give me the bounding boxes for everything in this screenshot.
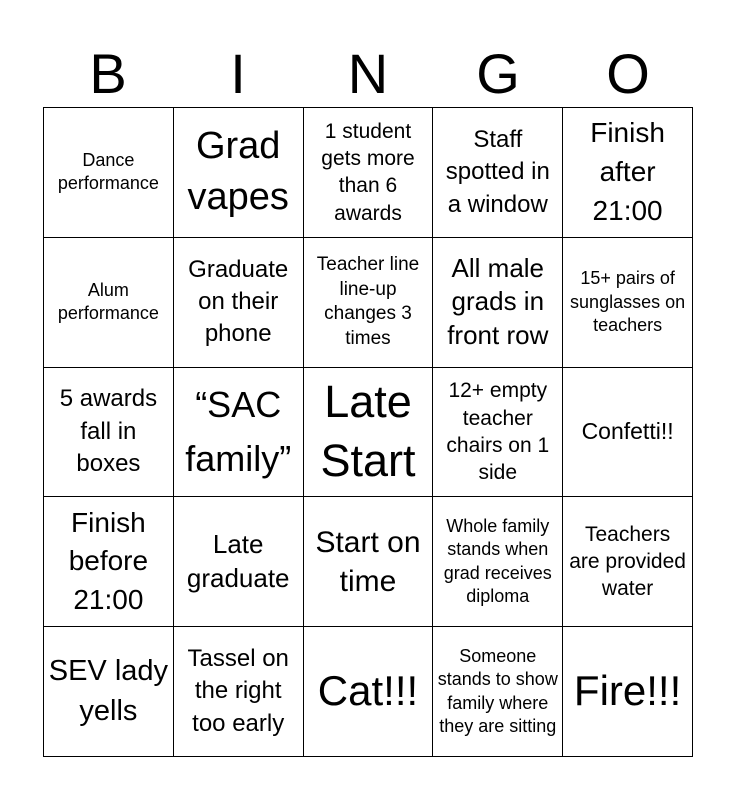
bingo-cell[interactable]: [304, 238, 434, 368]
bingo-cell[interactable]: [563, 238, 693, 368]
cell-text: SEV lady yells: [48, 655, 169, 727]
cell-text: Grad vapes: [187, 125, 289, 219]
cell-text: Someone stands to show family where they are sitting: [437, 645, 558, 736]
bingo-cell[interactable]: [563, 497, 693, 627]
bingo-cell[interactable]: [563, 108, 693, 238]
bingo-header: [43, 42, 693, 106]
bingo-cell[interactable]: [44, 238, 174, 368]
cell-text: 15+ pairs of sunglasses on teachers: [570, 268, 686, 335]
cell-text: Confetti!!: [581, 418, 674, 445]
bingo-cell[interactable]: [304, 108, 434, 238]
bingo-cell[interactable]: [304, 627, 434, 757]
bingo-cell[interactable]: [433, 627, 563, 757]
header-letter-g: G: [476, 42, 520, 105]
bingo-cell[interactable]: [433, 368, 563, 498]
bingo-cell[interactable]: [304, 368, 434, 498]
cell-text: Staff spotted in a window: [445, 125, 550, 218]
bingo-cell[interactable]: [304, 497, 434, 627]
cell-text: Finish before 21:00: [68, 506, 149, 616]
cell-text: Tassel on the right too early: [187, 645, 289, 737]
bingo-cell[interactable]: [174, 368, 304, 498]
cell-text: All male grads in front row: [447, 252, 549, 351]
cell-text: Cat!!!: [317, 667, 419, 715]
cell-text: 1 student gets more than 6 awards: [321, 119, 415, 225]
cell-text: 12+ empty teacher chairs on 1 side: [446, 379, 550, 485]
bingo-cell[interactable]: [563, 368, 693, 498]
bingo-cell[interactable]: [433, 497, 563, 627]
cell-text: Late graduate: [186, 528, 290, 593]
cell-text: Graduate on their phone: [188, 255, 289, 348]
bingo-cell[interactable]: [174, 108, 304, 238]
bingo-cell[interactable]: [44, 108, 174, 238]
bingo-cell[interactable]: [433, 238, 563, 368]
bingo-cell[interactable]: [174, 497, 304, 627]
cell-text: Start on time: [315, 525, 421, 598]
header-letter-i: I: [230, 42, 246, 105]
cell-text: Dance performance: [57, 150, 159, 194]
bingo-cell[interactable]: [44, 627, 174, 757]
cell-text: Fire!!!: [573, 667, 682, 715]
cell-text: Whole family stands when grad receives diploma: [443, 516, 552, 607]
bingo-grid: [43, 107, 693, 757]
cell-text: Alum performance: [57, 279, 159, 324]
cell-text: Teacher line line-up changes 3 times: [316, 253, 420, 349]
header-letter-n: N: [347, 42, 389, 105]
cell-text: 5 awards fall in boxes: [59, 385, 158, 478]
cell-text: Finish after 21:00: [590, 117, 665, 226]
bingo-cell[interactable]: [563, 627, 693, 757]
bingo-cell[interactable]: [44, 497, 174, 627]
cell-text: “SAC family”: [185, 383, 292, 479]
header-letter-b: B: [89, 42, 127, 105]
cell-text: Late Start: [320, 376, 416, 486]
cell-text: Teachers are provided water: [569, 522, 686, 601]
bingo-cell[interactable]: [174, 238, 304, 368]
bingo-cell[interactable]: [44, 368, 174, 498]
header-letter-o: O: [606, 42, 650, 105]
bingo-cell[interactable]: [433, 108, 563, 238]
bingo-cell[interactable]: [174, 627, 304, 757]
